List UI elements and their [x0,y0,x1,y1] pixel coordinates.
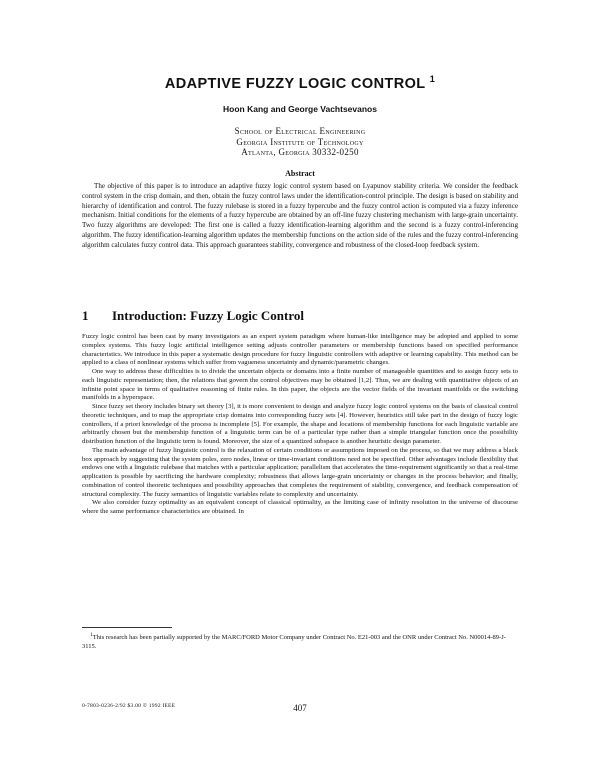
paragraph: One way to address these difficulties is to divide the uncertain objects or domains into a finite number of manageable quantities and to assign fuzzy sets to each linguistic representation; then, the relations that govern the control objectives may be obtained [1,2]. Thus, we are dealing with quantitative objects of an infinite point space in terms of qualitative reasoning of finite rules. In this paper, the objects are the vector fields of the invariant manifolds or the switching manifolds in a hyperspace. [82,368,518,402]
abstract-text: The objective of this paper is to introduce an adaptive fuzzy logic control system based on Lyapunov stability criteria. We consider the feedback control system in the crisp domain, and then, obtain the fuzzy control laws under the identification-control principle. The design is based on stability and hierarchy of identification and control. The fuzzy rulebase is stored in a fuzzy hypercube and the fuzzy control action is computed via a fuzzy inference mechanism. Initial conditions for the elements of a fuzzy hypercube are obtained by an off-line fuzzy clustering mechanism with large-grain uncertainty. Two fuzzy algorithms are developed: The first one is called a fuzzy identification-learning algorithm and the second is a fuzzy control-inferencing algorithm. The fuzzy identification-learning algorithm updates the membership functions on the action side of the rules and the fuzzy control-inferencing algorithm calculates fuzzy control data. This approach guarantees stability, convergence and robustness of the closed-loop feedback system. [82,182,518,249]
abstract [82,182,518,251]
paragraph: Since fuzzy set theory includes binary set theory [3], it is more convenient to design and analyze fuzzy logic control systems on the basis of classical control theoretic techniques, and to map the appropriate crisp domains into corresponding fuzzy sets [4]. However, heuristics still take part in the design of fuzzy logic controllers, if a priori knowledge of the process is incomplete [5]. For example, the shape and locations of membership functions for each linguistic variable are arbitrarily chosen but the membership function of a linguistic term can be of a particular type rather than a simple triangular function once the possibility distribution function of the linguistic term is found. Moreover, the size of a quantized subspace is another heuristic design parameter. [82,403,518,445]
footnote [82,631,518,651]
section-title: Introduction: Fuzzy Logic Control [112,308,304,323]
affiliation [0,126,600,158]
copyright-line: 0-7803-0236-2/92 $3.00 © 1992 IEEE [82,703,176,709]
section-number: 1 [82,308,89,323]
authors: Hoon Kang and George Vachtsevanos [223,104,377,114]
paragraph: We also consider fuzzy optimality as an equivalent concept of classical optimality, as the limiting case of infinity resolution in the universe of discourse where the same performance characteristics are obtained. In [82,499,518,515]
footnote-body: This research has been partially supported by the MARC/FORD Motor Company under Contract No. E21-003 and the ONR under Contract No. N00014-89-J-3115. [82,634,506,650]
footnote-mark: 1 [90,632,93,638]
affiliation-line-school: School of Electrical Engineering [234,126,366,136]
paper-title-text: ADAPTIVE FUZZY LOGIC CONTROL [164,75,426,92]
body-text [82,333,518,517]
paper-title [0,74,600,92]
affiliation-line-institute: Georgia Institute of Technology [236,136,364,147]
abstract-heading: Abstract [285,169,315,178]
footnote-divider [82,627,172,628]
paragraph: Fuzzy logic control has been cast by many investigators as an expert system paradigm where human-like intelligence may be adopted and applied to some complex systems. This fuzzy logic artificial intelligence setting adjusts controller parameters or membership functions based on specified performance characteristics. We introduce in this paper a systematic design procedure for fuzzy linguistic controllers with adaptive or learning capability. This method can be applied to a class of nonlinear systems which suffer from vagueness uncertainty and dynamic/parametric changes. [82,333,518,367]
paragraph: The main advantage of fuzzy linguistic control is the relaxation of certain conditions or assumptions imposed on the process, so that we may address a black box approach by suggesting that the system poles, zero nodes, linear or time-invariant conditions need not be specified. Other advantages include flexibility that endows one with a linguistic rulebase that matches with a particular application; parallelism that accelerates the time-requirement significantly so that a real-time application is possible by sacrificing the hardware complexity; robustness that allows large-grain uncertainty or changes in the process behavior; and finally, combination of control theoretic techniques and possibility approaches that completes the requirement of stability, convergence, and feedback compensation of structural complexity. The fuzzy semantics of linguistic variables relate to complexity and uncertainty. [82,446,518,498]
page-number: 407 [293,703,307,713]
section-heading [82,308,518,324]
title-footnote-mark: 1 [429,74,436,84]
footnote-text [82,631,518,651]
affiliation-line-city: Atlanta, Georgia 30332-0250 [241,147,359,157]
